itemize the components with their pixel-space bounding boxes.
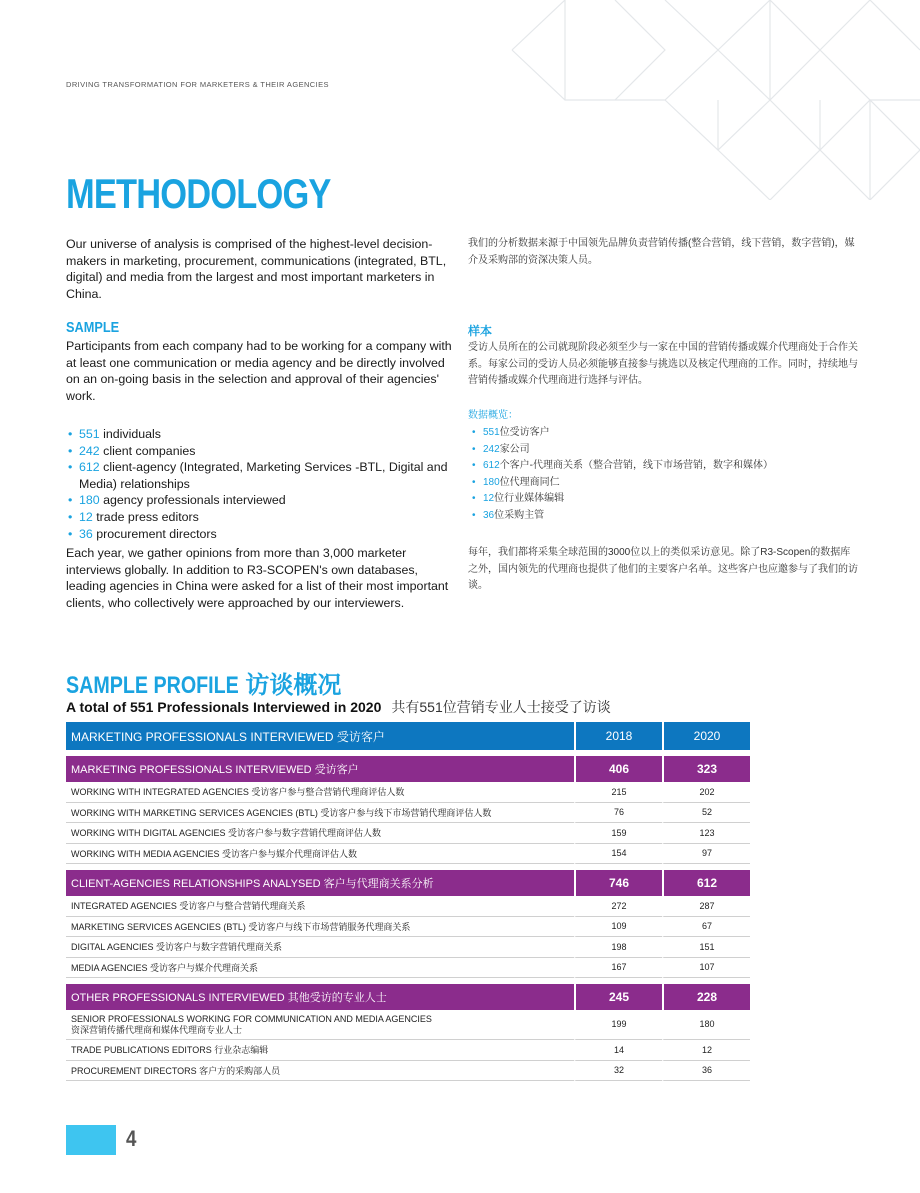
table-row: SENIOR PROFESSIONALS WORKING FOR COMMUNICATION AND MEDIA AGENCIES 资深营销传播代理商和媒体代理商专业人士 199 180 — [66, 1010, 750, 1040]
table-header-row: MARKETING PROFESSIONALS INTERVIEWED 受访客户 2018 2020 — [66, 722, 750, 750]
data-overview-label: 数据概览： — [468, 410, 518, 421]
table-row: WORKING WITH MEDIA AGENCIES 受访客户参与媒介代理商评估人数 154 97 — [66, 844, 750, 865]
table-row: INTEGRATED AGENCIES 受访客户与整合营销代理商关系 272 287 — [66, 896, 750, 917]
closing-text-en: Each year, we gather opinions from more than 3,000 marketer interviews globally. In addition to R3-SCOPEN's own databases, leading agencies in China were asked for a list of their most important clients, who collectively were approached by our interviewers. — [66, 546, 449, 610]
closing-text-zh: 每年，我们都将采集全球范围的3000位以上的类似采访意见。除了R3-Scopen的数据库之外，国内领先的代理商也提供了他们的主要客户名单。这些客户也应邀参与了我们的访谈。 — [468, 547, 858, 592]
intro-text-en: Our universe of analysis is comprised of the highest-level decision-makers in marketing, procurement, communications (integrated, BTL, digital) and media from the largest and most important marketers in China. — [66, 237, 447, 301]
table-row: DIGITAL AGENCIES 受访客户与数字营销代理商关系 198 151 — [66, 937, 750, 958]
sample-heading-en: SAMPLE — [66, 319, 120, 336]
column-header-2020: 2020 — [662, 722, 750, 750]
sample-profile-subtitle: A total of 551 Professionals Interviewed in 2020 共有551位营销专业人士接受了访谈 — [66, 699, 611, 715]
table-row: WORKING WITH DIGITAL AGENCIES 受访客户参与数字营销代理商评估人数 159 123 — [66, 823, 750, 844]
sample-profile-table — [66, 722, 750, 1081]
running-header: DRIVING TRANSFORMATION FOR MARKETERS & THEIR AGENCIES — [66, 80, 329, 89]
column-header-2018: 2018 — [574, 722, 662, 750]
list-item: • 242家公司 — [470, 442, 860, 459]
list-item: • 180位代理商同仁 — [470, 475, 860, 492]
sample-text-zh: 受访人员所在的公司就现阶段必须至少与一家在中国的营销传播或媒介代理商处于合作关系。每家公司的受访人员必须能够直接参与挑选以及核定代理商的工作。同时，持续地与营销传播或媒介代理商进行选择与评估。 — [468, 342, 858, 387]
sample-profile-heading: SAMPLE PROFILE 访谈概况 — [66, 672, 342, 699]
list-item: • 551位受访客户 — [470, 425, 860, 442]
table-row: PROCUREMENT DIRECTORS 客户方的采购部人员 32 36 — [66, 1061, 750, 1082]
sample-bullets-zh — [470, 425, 860, 525]
table-row: MEDIA AGENCIES 受访客户与媒介代理商关系 167 107 — [66, 958, 750, 979]
table-row: WORKING WITH INTEGRATED AGENCIES 受访客户参与整合营销代理商评估人数 215 202 — [66, 782, 750, 803]
sample-heading-zh: 样本 — [468, 324, 493, 338]
list-item: • 612个客户-代理商关系（整合营销，线下市场营销，数字和媒体） — [470, 458, 860, 475]
list-item: • 551 individuals — [66, 426, 456, 443]
page-number-box — [66, 1125, 116, 1155]
list-item: • 612 client-agency (Integrated, Marketing Services -BTL, Digital and Media) relationships — [66, 459, 456, 492]
list-item: • 180 agency professionals interviewed — [66, 492, 456, 509]
intro-text-zh: 我们的分析数据来源于中国领先品牌负责营销传播(整合营销，线下营销，数字营销)，媒介及采购部的资深决策人员。 — [468, 238, 855, 266]
section-row: MARKETING PROFESSIONALS INTERVIEWED 受访客户 406 323 — [66, 756, 750, 782]
table-row: TRADE PUBLICATIONS EDITORS 行业杂志编辑 14 12 — [66, 1040, 750, 1061]
section-row: OTHER PROFESSIONALS INTERVIEWED 其他受访的专业人士 245 228 — [66, 984, 750, 1010]
sample-text-en: Participants from each company had to be working for a company with at least one communication or media agency and be directly involved on an on-going basis in the selection and approval of their agencies' work. — [66, 339, 452, 403]
list-item: • 36 procurement directors — [66, 526, 456, 543]
list-item: • 12位行业媒体编辑 — [470, 491, 860, 508]
table-row: WORKING WITH MARKETING SERVICES AGENCIES (BTL) 受访客户参与线下市场营销代理商评估人数 76 52 — [66, 803, 750, 824]
page-number: 4 — [126, 1126, 137, 1151]
section-row: CLIENT-AGENCIES RELATIONSHIPS ANALYSED 客户与代理商关系分析 746 612 — [66, 870, 750, 896]
sample-bullets-en — [66, 426, 456, 542]
list-item: • 242 client companies — [66, 443, 456, 460]
page-title: METHODOLOGY — [66, 170, 331, 217]
list-item: • 12 trade press editors — [66, 509, 456, 526]
list-item: • 36位采购主管 — [470, 508, 860, 525]
table-row: MARKETING SERVICES AGENCIES (BTL) 受访客户与线下市场营销服务代理商关系 109 67 — [66, 917, 750, 938]
